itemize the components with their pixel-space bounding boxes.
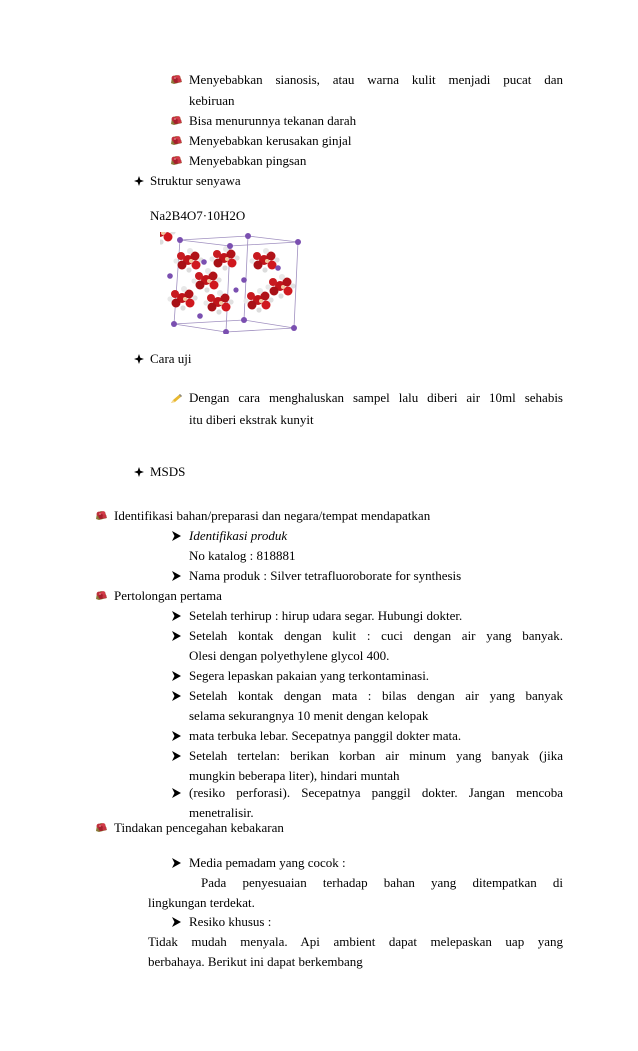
arrow-bullet-icon: [172, 571, 181, 581]
first-aid-item: Segera lepaskan pakaian yang terkontaminasi.: [189, 668, 430, 683]
struktur-heading: Struktur senyawa: [150, 173, 241, 188]
diamond-bullet-icon: [134, 467, 144, 477]
effect-item-4: Menyebabkan pingsan: [189, 153, 307, 168]
effect-item-1-cont: kebiruan: [189, 93, 235, 108]
arrow-bullet-icon: [172, 631, 181, 641]
resiko-text-cont: berbahaya. Berikut ini dapat berkembang: [148, 954, 363, 969]
arrow-bullet-icon: [172, 858, 181, 868]
arrow-bullet-icon: [172, 691, 181, 701]
diamond-bullet-icon: [134, 354, 144, 364]
flower-bullet-icon: [95, 822, 108, 833]
effect-item-3: Menyebabkan kerusakan ginjal: [189, 133, 352, 148]
effect-item-2: Bisa menurunnya tekanan darah: [189, 113, 357, 128]
first-aid-item: Setelah kontak dengan kulit : cuci dengan air yang banyak.: [189, 628, 563, 643]
first-aid-item-cont: Olesi dengan polyethylene glycol 400.: [189, 648, 390, 663]
effect-item-1: Menyebabkan sianosis, atau warna kulit menjadi pucat dan: [189, 72, 563, 87]
pencegahan-title: Tindakan pencegahan kebakaran: [114, 820, 284, 835]
flower-bullet-icon: [170, 115, 183, 126]
first-aid-item: Setelah terhirup : hirup udara segar. Hubungi dokter.: [189, 608, 463, 623]
resiko-label: Resiko khusus :: [189, 914, 272, 929]
flower-bullet-icon: [95, 510, 108, 521]
flower-bullet-icon: [170, 135, 183, 146]
arrow-bullet-icon: [172, 751, 181, 761]
first-aid-item: Setelah kontak dengan mata : bilas dengan air yang banyak: [189, 688, 563, 703]
arrow-bullet-icon: [172, 917, 181, 927]
msds-heading: MSDS: [150, 464, 186, 479]
flower-bullet-icon: [170, 74, 183, 85]
pencil-bullet-icon: [170, 393, 183, 404]
first-aid-item-cont: mungkin beberapa liter), hindari muntah: [189, 768, 400, 783]
cara-uji-text: Dengan cara menghaluskan sampel lalu diberi air 10ml sehabis: [189, 390, 563, 405]
arrow-bullet-icon: [172, 671, 181, 681]
arrow-bullet-icon: [172, 531, 181, 541]
first-aid-item: Setelah tertelan: berikan korban air minum yang banyak (jika: [189, 748, 563, 763]
flower-bullet-icon: [170, 155, 183, 166]
flower-bullet-icon: [95, 590, 108, 601]
product-name: Nama produk : Silver tetrafluoroborate for synthesis: [189, 568, 462, 583]
cara-uji-text-cont: itu diberi ekstrak kunyit: [189, 412, 314, 427]
first-aid-item-cont: menetralisir.: [189, 805, 254, 820]
first-aid-item: (resiko perforasi). Secepatnya panggil dokter. Jangan mencoba: [189, 785, 563, 800]
arrow-bullet-icon: [172, 611, 181, 621]
chemical-formula: Na2B4O7·10H2O: [150, 208, 246, 223]
identifikasi-title: Identifikasi bahan/preparasi dan negara/tempat mendapatkan: [114, 508, 431, 523]
pertolongan-title: Pertolongan pertama: [114, 588, 222, 603]
arrow-bullet-icon: [172, 731, 181, 741]
crystal-structure-image: [160, 232, 303, 334]
identifikasi-produk-label: Identifikasi produk: [189, 528, 288, 543]
resiko-text: Tidak mudah menyala. Api ambient dapat melepaskan uap yang: [148, 934, 563, 949]
cara-uji-heading: Cara uji: [150, 351, 192, 366]
media-text-cont: lingkungan terdekat.: [148, 895, 255, 910]
diamond-bullet-icon: [134, 176, 144, 186]
first-aid-item: mata terbuka lebar. Secepatnya panggil dokter mata.: [189, 728, 462, 743]
arrow-bullet-icon: [172, 788, 181, 798]
first-aid-item-cont: selama sekurangnya 10 menit dengan kelopak: [189, 708, 429, 723]
katalog-number: No katalog : 818881: [189, 548, 296, 563]
media-label: Media pemadam yang cocok :: [189, 855, 346, 870]
media-text: Pada penyesuaian terhadap bahan yang ditempatkan di: [201, 875, 563, 890]
